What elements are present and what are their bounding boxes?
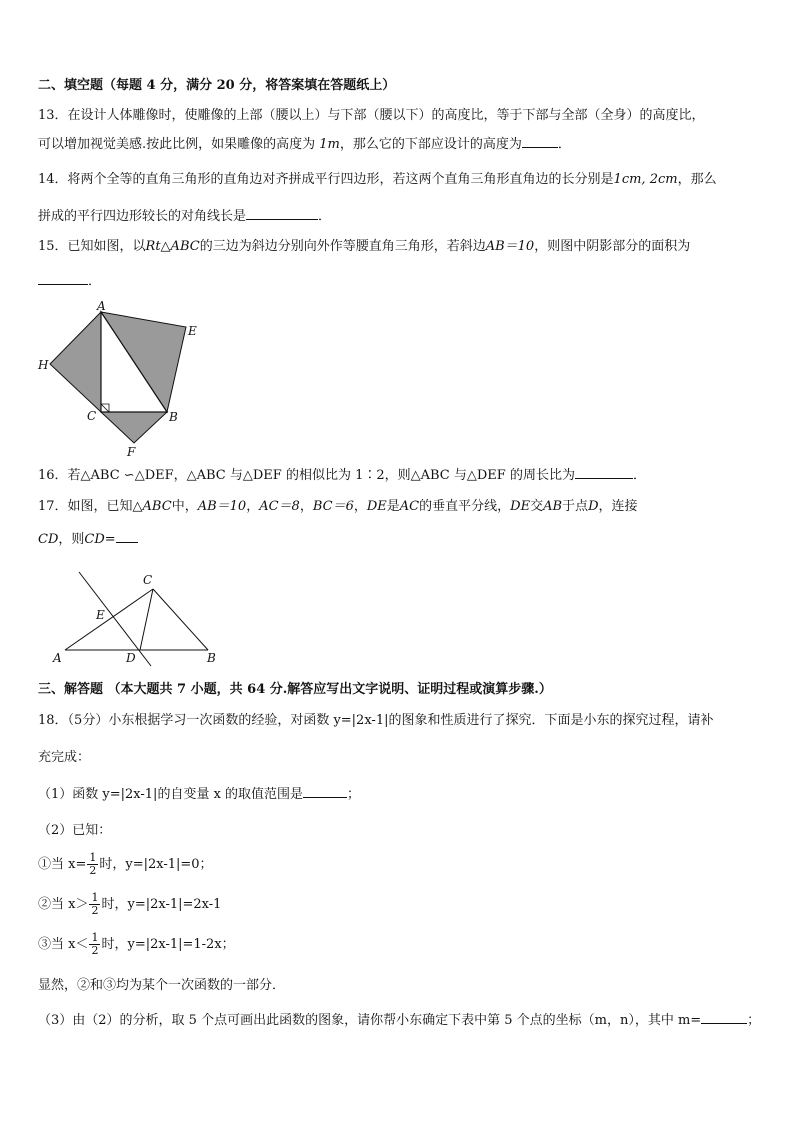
- q17-ac2: AC: [399, 499, 420, 514]
- q17-cd: CD: [38, 532, 59, 547]
- q13-answer-blank[interactable]: [522, 135, 558, 148]
- q17-text-1: 17．如图，已知: [38, 499, 133, 514]
- q17-label-a: A: [53, 651, 62, 665]
- q18-case2-b: 时，y=|2x-1|=2x-1: [101, 897, 222, 912]
- q17-segment-cd: [140, 589, 153, 650]
- q17-tri: △ABC: [132, 499, 172, 514]
- q18-part1: [38, 785, 360, 804]
- q15-line2: [38, 272, 101, 291]
- q18-case3: [38, 932, 235, 957]
- q14-line2: [38, 207, 331, 226]
- q17-sep-2: ，: [299, 499, 313, 514]
- q15-end: ．: [88, 274, 102, 289]
- q17-bisector-de: [79, 572, 151, 666]
- frac-den: 2: [89, 864, 97, 877]
- q17-cd2: CD=: [84, 532, 116, 547]
- frac-num: 1: [91, 891, 99, 904]
- q13-text-b: ，那么它的下部应设计的高度为: [339, 137, 522, 152]
- q17-side-cb: [153, 589, 208, 650]
- q16-line: [38, 466, 646, 485]
- q15-triangle-cfb: [101, 412, 167, 443]
- q17-label-d: D: [126, 651, 136, 665]
- q17-text-8: ，则: [58, 532, 85, 547]
- q17-label-b: B: [207, 651, 216, 665]
- q18-part3-text: （3）由（2）的分析，取 5 个点可画出此函数的图象，请你帮小东确定下表中第 5 个点的坐标（m，n），其中 m=: [38, 1013, 702, 1028]
- q16-text: 16．若△ABC ∽△DEF，△ABC 与△DEF 的相似比为 1∶2，则△ABC 与△DEF 的周长比为: [38, 468, 575, 483]
- q15-label-h: H: [38, 358, 49, 372]
- q18-part3-end: ；: [747, 1013, 761, 1028]
- q15-label-e: E: [188, 324, 197, 338]
- q18-part2: （2）已知：: [38, 823, 112, 838]
- frac-num: 1: [89, 851, 97, 864]
- q14-text-a: 14．将两个全等的直角三角形的直角边对齐拼成平行四边形，若这两个直角三角形直角边的长分别是: [38, 172, 614, 187]
- q17-line1: [38, 498, 638, 516]
- q18-case2: [38, 892, 221, 917]
- q17-figure: [45, 570, 245, 670]
- q17-d: D: [588, 499, 599, 514]
- q17-ab: AB＝10: [197, 499, 247, 514]
- q15-label-f: F: [127, 445, 136, 459]
- q17-text-7: ，连接: [598, 499, 638, 514]
- q16-end: ．: [632, 468, 646, 483]
- q14-lengths: 1cm, 2cm: [613, 172, 678, 187]
- q17-side-ac: [65, 589, 153, 650]
- q17-bc: BC＝6: [312, 499, 354, 514]
- q15-label-a: A: [97, 299, 106, 313]
- q17-text-3: 是: [386, 499, 400, 514]
- q16-answer-blank[interactable]: [575, 466, 633, 479]
- q18-case3-a: ③当 x＜: [38, 937, 89, 952]
- q17-text-2: 中，: [171, 499, 198, 514]
- q17-sep-3: ，: [353, 499, 367, 514]
- q13-end: ．: [557, 137, 571, 152]
- q18-case3-b: 时，y=|2x-1|=1-2x；: [101, 937, 235, 952]
- q18-case1-a: ①当 x=: [38, 857, 87, 872]
- q17-answer-blank[interactable]: [116, 530, 138, 543]
- q18-part1-text: （1）函数 y=|2x-1|的自变量 x 的取值范围是: [38, 787, 304, 802]
- q15-rt: Rt△ABC: [145, 239, 200, 254]
- q17-text-6: 于点: [562, 499, 589, 514]
- q15-ab: AB＝10: [485, 239, 535, 254]
- q18-part3: [38, 1011, 760, 1030]
- q13-line2: [38, 135, 571, 154]
- q14-line1: [38, 171, 717, 189]
- q18-case3-fraction: [89, 932, 100, 957]
- q15-line1: [38, 238, 690, 256]
- section2-heading: 二、填空题（每题 4 分，满分 20 分，将答案填在答题纸上）: [38, 78, 396, 93]
- q15-text-c: ，则图中阴影部分的面积为: [534, 239, 691, 254]
- q18-part1-answer-blank[interactable]: [303, 785, 347, 798]
- q15-figure: [30, 300, 230, 460]
- q18-case1: [38, 852, 213, 877]
- q15-label-b: B: [169, 410, 178, 424]
- q15-label-c: C: [87, 409, 97, 423]
- q18-line2: 充完成：: [38, 750, 91, 765]
- q15-text-b: 的三边为斜边分别向外作等腰直角三角形，若斜边: [199, 239, 486, 254]
- q17-sep-1: ，: [246, 499, 260, 514]
- q14-answer-blank[interactable]: [246, 207, 318, 220]
- q18-line1: 18．（5分）小东根据学习一次函数的经验，对函数 y=|2x-1|的图象和性质进行了探究．下面是小东的探究过程，请补: [38, 713, 714, 728]
- q15-answer-blank[interactable]: [38, 272, 88, 285]
- q14-text-b: ，那么: [677, 172, 717, 187]
- q15-triangle-ahc: [50, 312, 101, 412]
- q18-case1-fraction: [87, 852, 98, 877]
- q13-height: 1m: [319, 137, 340, 152]
- q17-label-c: C: [143, 573, 153, 587]
- frac-num: 1: [91, 931, 99, 944]
- q17-ab2: AB: [543, 499, 563, 514]
- q17-de: DE: [366, 499, 387, 514]
- frac-den: 2: [91, 944, 99, 957]
- q17-label-e: E: [96, 608, 105, 622]
- q17-ac: AC＝8: [259, 499, 300, 514]
- q18-part3-answer-blank[interactable]: [701, 1011, 747, 1024]
- q17-text-4: 的垂直平分线，: [419, 499, 511, 514]
- frac-den: 2: [91, 904, 99, 917]
- q17-line2: [38, 530, 138, 549]
- q18-case2-fraction: [89, 892, 100, 917]
- section3-heading: 三、解答题 （本大题共 7 小题，共 64 分.解答应写出文字说明、证明过程或演算步骤.）: [38, 682, 552, 697]
- q17-de2: DE: [510, 499, 531, 514]
- q14-text-c: 拼成的平行四边形较长的对角线长是: [38, 209, 247, 224]
- q17-text-5: 交: [530, 499, 544, 514]
- q18-part1-end: ；: [347, 787, 361, 802]
- q18-case2-a: ②当 x＞: [38, 897, 89, 912]
- q18-obvious: 显然，②和③均为某个一次函数的一部分．: [38, 978, 286, 993]
- q13-line1: 13．在设计人体雕像时，使雕像的上部（腰以上）与下部（腰以下）的高度比，等于下部与全部（全身）的高度比，: [38, 108, 705, 123]
- q18-case1-b: 时，y=|2x-1|=0；: [99, 857, 213, 872]
- q14-end: ．: [318, 209, 332, 224]
- q13-text-a: 可以增加视觉美感.按此比例，如果雕像的高度为: [38, 137, 316, 152]
- q15-text-a: 15．已知如图，以: [38, 239, 146, 254]
